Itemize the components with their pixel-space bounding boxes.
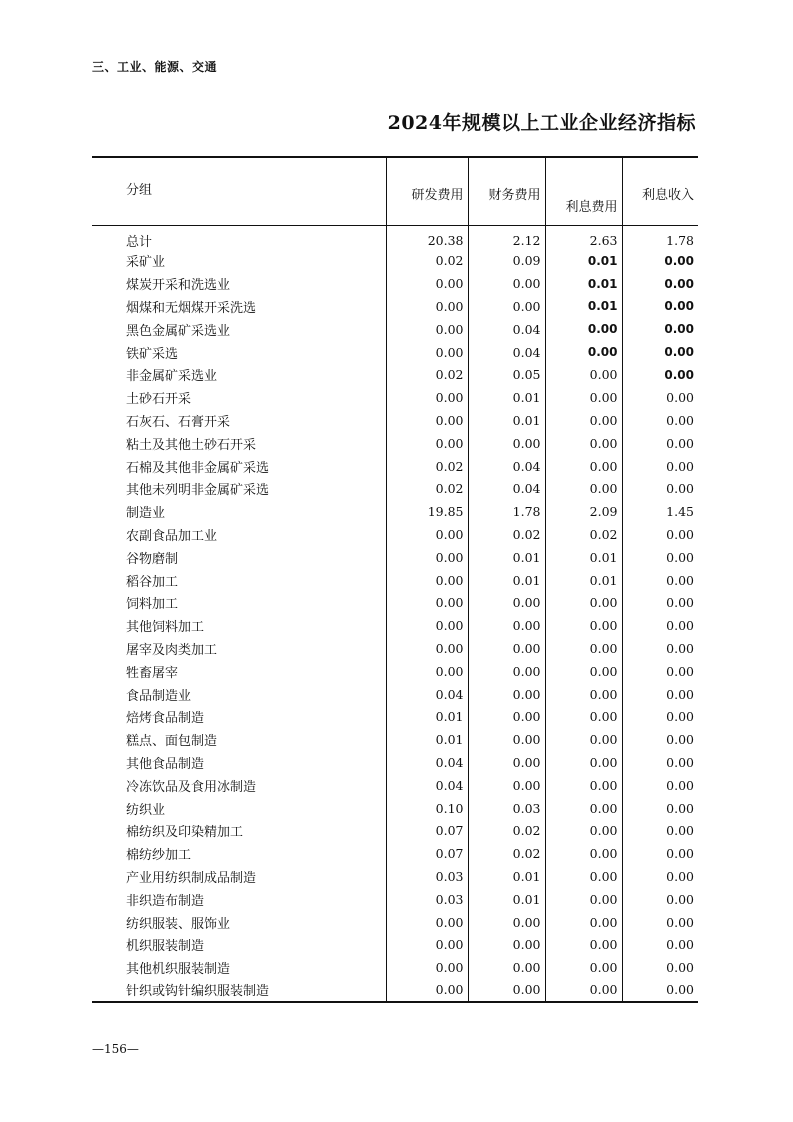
table-row xyxy=(92,225,698,250)
cell-rd-expense: 0.00 xyxy=(386,295,468,318)
column-header-group: 分组 xyxy=(92,157,386,225)
cell-financial-expense: 0.00 xyxy=(468,911,545,934)
row-label: 饲料加工 xyxy=(126,597,179,613)
cell-rd-expense: 0.00 xyxy=(386,386,468,409)
cell-rd-expense: 0.02 xyxy=(386,363,468,386)
cell-interest-expense: 0.00 xyxy=(545,386,622,409)
cell-financial-expense: 0.00 xyxy=(468,728,545,751)
cell-interest-income: 0.00 xyxy=(622,250,698,273)
row-label: 总计 xyxy=(126,234,153,250)
cell-interest-income: 0.00 xyxy=(622,865,698,888)
table-row xyxy=(92,477,698,500)
cell-financial-expense: 0.00 xyxy=(468,614,545,637)
cell-rd-expense: 0.02 xyxy=(386,477,468,500)
cell-interest-expense: 0.00 xyxy=(545,705,622,728)
cell-rd-expense: 0.00 xyxy=(386,569,468,592)
row-label: 产业用纺织制成品制造 xyxy=(126,870,257,886)
cell-rd-expense: 0.00 xyxy=(386,911,468,934)
row-label: 农副食品加工业 xyxy=(126,528,218,544)
cell-financial-expense: 0.01 xyxy=(468,409,545,432)
cell-interest-income: 0.00 xyxy=(622,842,698,865)
cell-interest-expense: 0.02 xyxy=(545,523,622,546)
cell-interest-income: 0.00 xyxy=(622,386,698,409)
cell-rd-expense: 0.03 xyxy=(386,865,468,888)
table-row xyxy=(92,272,698,295)
cell-interest-expense: 0.00 xyxy=(545,683,622,706)
cell-rd-expense: 0.00 xyxy=(386,409,468,432)
cell-interest-expense: 0.00 xyxy=(545,363,622,386)
table-row xyxy=(92,409,698,432)
table-row xyxy=(92,842,698,865)
row-label: 其他饲料加工 xyxy=(126,620,205,636)
cell-rd-expense: 19.85 xyxy=(386,500,468,523)
cell-interest-income: 0.00 xyxy=(622,751,698,774)
cell-financial-expense: 0.01 xyxy=(468,386,545,409)
table-row xyxy=(92,774,698,797)
cell-rd-expense: 0.00 xyxy=(386,637,468,660)
page-title: 2024年规模以上工业企业经济指标 xyxy=(387,112,696,134)
row-label: 黑色金属矿采选业 xyxy=(126,323,231,339)
row-label: 机织服装制造 xyxy=(126,939,205,955)
cell-financial-expense: 0.00 xyxy=(468,272,545,295)
cell-interest-expense: 0.00 xyxy=(545,819,622,842)
cell-financial-expense: 0.01 xyxy=(468,865,545,888)
cell-rd-expense: 0.03 xyxy=(386,888,468,911)
cell-financial-expense: 0.00 xyxy=(468,705,545,728)
cell-interest-expense: 0.00 xyxy=(545,477,622,500)
cell-rd-expense: 0.01 xyxy=(386,728,468,751)
cell-interest-income: 0.00 xyxy=(622,979,698,1002)
cell-interest-income: 0.00 xyxy=(622,432,698,455)
table-row xyxy=(92,819,698,842)
cell-rd-expense: 0.01 xyxy=(386,705,468,728)
cell-financial-expense: 0.00 xyxy=(468,591,545,614)
cell-interest-expense: 0.00 xyxy=(545,979,622,1002)
table-row xyxy=(92,432,698,455)
cell-financial-expense: 0.01 xyxy=(468,569,545,592)
table-row xyxy=(92,637,698,660)
cell-financial-expense: 0.02 xyxy=(468,842,545,865)
table-row xyxy=(92,956,698,979)
cell-interest-income: 0.00 xyxy=(622,956,698,979)
cell-financial-expense: 0.00 xyxy=(468,637,545,660)
cell-rd-expense: 0.02 xyxy=(386,455,468,478)
row-label: 其他未列明非金属矿采选 xyxy=(126,483,270,499)
table-row xyxy=(92,250,698,273)
cell-interest-expense: 0.00 xyxy=(545,409,622,432)
cell-rd-expense: 0.00 xyxy=(386,432,468,455)
table-row xyxy=(92,705,698,728)
cell-financial-expense: 0.03 xyxy=(468,797,545,820)
row-label: 谷物磨制 xyxy=(126,551,179,567)
cell-financial-expense: 0.00 xyxy=(468,683,545,706)
cell-interest-expense: 0.00 xyxy=(545,751,622,774)
row-label: 石灰石、石膏开采 xyxy=(126,414,231,430)
table-row xyxy=(92,888,698,911)
table-row xyxy=(92,341,698,364)
cell-interest-expense: 2.09 xyxy=(545,500,622,523)
cell-interest-expense: 0.00 xyxy=(545,865,622,888)
row-label: 糕点、面包制造 xyxy=(126,734,218,750)
cell-financial-expense: 0.00 xyxy=(468,774,545,797)
cell-interest-expense: 0.00 xyxy=(545,797,622,820)
cell-rd-expense: 0.04 xyxy=(386,774,468,797)
row-label: 屠宰及肉类加工 xyxy=(126,642,218,658)
row-label: 食品制造业 xyxy=(126,688,192,704)
cell-interest-income: 0.00 xyxy=(622,591,698,614)
cell-rd-expense: 0.00 xyxy=(386,614,468,637)
cell-financial-expense: 1.78 xyxy=(468,500,545,523)
row-label: 其他食品制造 xyxy=(126,756,205,772)
table-row xyxy=(92,751,698,774)
cell-financial-expense: 0.00 xyxy=(468,751,545,774)
cell-interest-income: 0.00 xyxy=(622,318,698,341)
column-header-interest-expense: 利息费用 xyxy=(545,157,622,225)
cell-rd-expense: 0.07 xyxy=(386,842,468,865)
cell-financial-expense: 0.04 xyxy=(468,341,545,364)
row-label: 棉纺织及印染精加工 xyxy=(126,825,244,841)
cell-interest-expense: 0.00 xyxy=(545,774,622,797)
cell-interest-expense: 0.00 xyxy=(545,341,622,364)
row-label: 土砂石开采 xyxy=(126,392,192,408)
cell-rd-expense: 0.00 xyxy=(386,979,468,1002)
table-row xyxy=(92,318,698,341)
cell-interest-income: 0.00 xyxy=(622,272,698,295)
cell-interest-income: 1.78 xyxy=(622,225,698,250)
cell-financial-expense: 2.12 xyxy=(468,225,545,250)
cell-rd-expense: 0.00 xyxy=(386,341,468,364)
cell-financial-expense: 0.04 xyxy=(468,455,545,478)
table-row xyxy=(92,979,698,1002)
cell-interest-income: 0.00 xyxy=(622,363,698,386)
cell-interest-income: 0.00 xyxy=(622,523,698,546)
row-label: 烟煤和无烟煤开采洗选 xyxy=(126,300,257,316)
cell-interest-income: 0.00 xyxy=(622,455,698,478)
cell-interest-income: 0.00 xyxy=(622,683,698,706)
cell-financial-expense: 0.04 xyxy=(468,318,545,341)
table-row xyxy=(92,660,698,683)
cell-interest-income: 0.00 xyxy=(622,477,698,500)
row-label: 牲畜屠宰 xyxy=(126,665,179,681)
page-number: —156— xyxy=(92,1042,139,1056)
table-row xyxy=(92,614,698,637)
table-row xyxy=(92,500,698,523)
row-label: 制造业 xyxy=(126,506,166,522)
cell-financial-expense: 0.02 xyxy=(468,819,545,842)
cell-interest-income: 0.00 xyxy=(622,409,698,432)
cell-interest-income: 0.00 xyxy=(622,728,698,751)
table-row xyxy=(92,363,698,386)
table-body xyxy=(92,225,698,1002)
cell-interest-income: 0.00 xyxy=(622,933,698,956)
row-label: 纺织业 xyxy=(126,802,166,818)
cell-rd-expense: 0.00 xyxy=(386,933,468,956)
row-label: 其他机织服装制造 xyxy=(126,962,231,978)
cell-interest-expense: 2.63 xyxy=(545,225,622,250)
table-header-row xyxy=(92,157,698,225)
indicator-table xyxy=(92,156,698,1003)
cell-interest-income: 0.00 xyxy=(622,295,698,318)
cell-rd-expense: 0.04 xyxy=(386,683,468,706)
section-header: 三、工业、能源、交通 xyxy=(92,60,218,74)
cell-interest-income: 0.00 xyxy=(622,911,698,934)
cell-interest-income: 0.00 xyxy=(622,569,698,592)
cell-financial-expense: 0.00 xyxy=(468,432,545,455)
cell-rd-expense: 20.38 xyxy=(386,225,468,250)
row-label: 采矿业 xyxy=(126,255,166,271)
cell-interest-expense: 0.01 xyxy=(545,295,622,318)
cell-financial-expense: 0.09 xyxy=(468,250,545,273)
cell-interest-expense: 0.00 xyxy=(545,660,622,683)
row-label: 煤炭开采和洗选业 xyxy=(126,278,231,294)
cell-financial-expense: 0.01 xyxy=(468,888,545,911)
cell-rd-expense: 0.04 xyxy=(386,751,468,774)
table-row xyxy=(92,911,698,934)
cell-financial-expense: 0.00 xyxy=(468,295,545,318)
table-row xyxy=(92,865,698,888)
cell-financial-expense: 0.05 xyxy=(468,363,545,386)
cell-rd-expense: 0.00 xyxy=(386,591,468,614)
table-row xyxy=(92,797,698,820)
cell-interest-expense: 0.01 xyxy=(545,546,622,569)
table-row xyxy=(92,295,698,318)
cell-interest-expense: 0.00 xyxy=(545,614,622,637)
cell-interest-income: 0.00 xyxy=(622,819,698,842)
cell-rd-expense: 0.07 xyxy=(386,819,468,842)
column-header-rd-expense: 研发费用 xyxy=(386,157,468,225)
cell-interest-expense: 0.01 xyxy=(545,272,622,295)
cell-interest-expense: 0.01 xyxy=(545,250,622,273)
cell-interest-expense: 0.00 xyxy=(545,318,622,341)
table-row xyxy=(92,546,698,569)
cell-financial-expense: 0.04 xyxy=(468,477,545,500)
cell-rd-expense: 0.00 xyxy=(386,956,468,979)
column-header-financial-expense: 财务费用 xyxy=(468,157,545,225)
row-label: 针织或钩针编织服装制造 xyxy=(92,979,386,1002)
row-label: 焙烤食品制造 xyxy=(126,711,205,727)
row-label: 非织造布制造 xyxy=(126,893,205,909)
cell-interest-expense: 0.01 xyxy=(545,569,622,592)
table-row xyxy=(92,683,698,706)
row-label: 纺织服装、服饰业 xyxy=(126,916,231,932)
cell-rd-expense: 0.10 xyxy=(386,797,468,820)
table-row xyxy=(92,386,698,409)
cell-rd-expense: 0.00 xyxy=(386,318,468,341)
cell-rd-expense: 0.00 xyxy=(386,660,468,683)
column-header-interest-income: 利息收入 xyxy=(622,157,698,225)
cell-financial-expense: 0.00 xyxy=(468,933,545,956)
cell-interest-income: 0.00 xyxy=(622,705,698,728)
table-row xyxy=(92,933,698,956)
indicator-table-container xyxy=(92,156,698,1003)
row-label: 非金属矿采选业 xyxy=(126,369,218,385)
table-row xyxy=(92,455,698,478)
row-label: 棉纺纱加工 xyxy=(126,848,192,864)
cell-interest-income: 1.45 xyxy=(622,500,698,523)
table-row xyxy=(92,591,698,614)
cell-interest-income: 0.00 xyxy=(622,614,698,637)
cell-interest-expense: 0.00 xyxy=(545,933,622,956)
cell-rd-expense: 0.00 xyxy=(386,272,468,295)
cell-financial-expense: 0.00 xyxy=(468,660,545,683)
cell-financial-expense: 0.00 xyxy=(468,956,545,979)
cell-interest-expense: 0.00 xyxy=(545,956,622,979)
cell-interest-income: 0.00 xyxy=(622,660,698,683)
cell-rd-expense: 0.02 xyxy=(386,250,468,273)
cell-interest-income: 0.00 xyxy=(622,546,698,569)
cell-interest-income: 0.00 xyxy=(622,774,698,797)
row-label: 铁矿采选 xyxy=(126,346,179,362)
row-label: 石棉及其他非金属矿采选 xyxy=(126,460,270,476)
cell-financial-expense: 0.00 xyxy=(468,979,545,1002)
cell-interest-expense: 0.00 xyxy=(545,728,622,751)
cell-interest-expense: 0.00 xyxy=(545,888,622,911)
cell-interest-income: 0.00 xyxy=(622,341,698,364)
cell-financial-expense: 0.02 xyxy=(468,523,545,546)
cell-interest-income: 0.00 xyxy=(622,637,698,660)
cell-interest-expense: 0.00 xyxy=(545,455,622,478)
table-row xyxy=(92,523,698,546)
row-label: 粘土及其他土砂石开采 xyxy=(126,437,257,453)
cell-interest-income: 0.00 xyxy=(622,888,698,911)
cell-interest-expense: 0.00 xyxy=(545,842,622,865)
cell-interest-expense: 0.00 xyxy=(545,911,622,934)
cell-interest-expense: 0.00 xyxy=(545,591,622,614)
table-row xyxy=(92,728,698,751)
table-row xyxy=(92,569,698,592)
cell-interest-expense: 0.00 xyxy=(545,637,622,660)
cell-rd-expense: 0.00 xyxy=(386,546,468,569)
cell-interest-expense: 0.00 xyxy=(545,432,622,455)
row-label: 稻谷加工 xyxy=(126,574,179,590)
cell-interest-income: 0.00 xyxy=(622,797,698,820)
row-label: 冷冻饮品及食用冰制造 xyxy=(126,779,257,795)
cell-financial-expense: 0.01 xyxy=(468,546,545,569)
cell-rd-expense: 0.00 xyxy=(386,523,468,546)
